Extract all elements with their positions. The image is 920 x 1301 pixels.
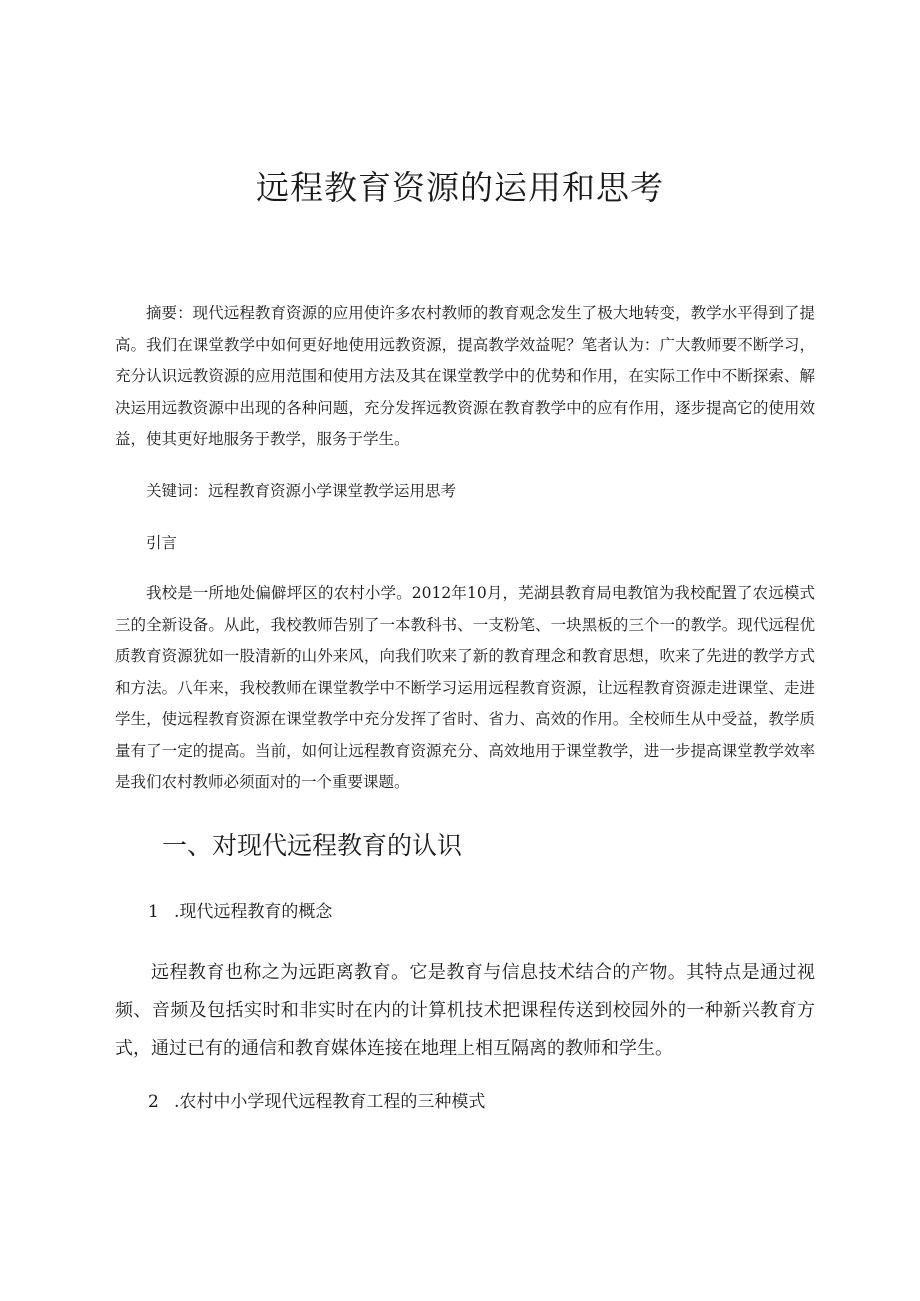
- subsection-number-1: 1: [148, 902, 159, 922]
- abstract-paragraph: 摘要：现代远程教育资源的应用使许多农村教师的教育观念发生了极大地转变，教学水平得到了提高。我们在课堂教学中如何更好地使用远教资源，提高教学效益呢？笔者认为：广大教师要不断学习，充分认识远教资源的应用范围和使用方法及其在课堂教学中的优势和作用，在实际工作中不断探索、解决运用远教资源中出现的各种问题，充分发挥远教资源在教育教学中的应有作用，逐步提高它的使用效益，使其更好地服务于教学，服务于学生。: [115, 304, 815, 448]
- intro-paragraph: 我校是一所地处偏僻坪区的农村小学。2012年10月，芜湖县教育局电教馆为我校配置了农远模式三的全新设备。从此，我校教师告别了一本教科书、一支粉笔、一块黑板的三个一的教学。现代远程优质教育资源犹如一股清新的山外来风，向我们吹来了新的教育理念和教育思想，吹来了先进的教学方式和方法。八年来，我校教师在课堂教学中不断学习运用远程教育资源，让远程教育资源走进课堂、走进学生，使远程教育资源在课堂教学中充分发挥了省时、省力、高效的作用。全校师生从中受益，教学质量有了一定的提高。当前，如何让远程教育资源充分、高效地用于课堂教学，进一步提高课堂教学效率是我们农村教师必须面对的一个重要课题。: [115, 584, 815, 791]
- document-title: 远程教育资源的运用和思考: [256, 168, 664, 207]
- intro-heading: 引言: [146, 534, 178, 552]
- keywords-line: 关键词：远程教育资源小学课堂教学运用思考: [146, 482, 457, 500]
- subsection-label-2: .农村中小学现代远程教育工程的三种模式: [174, 1092, 486, 1112]
- subsection-heading-2: [148, 1088, 485, 1116]
- subsection-number-2: 2: [148, 1092, 159, 1112]
- section-heading-1: 一、对现代远程教育的认识: [162, 831, 463, 860]
- subsection-heading-1: [148, 898, 332, 926]
- subsection-label-1: .现代远程教育的概念: [174, 902, 333, 922]
- subsection-1-paragraph: 远程教育也称之为远距离教育。它是教育与信息技术结合的产物。其特点是通过视频、音频及包括实时和非实时在内的计算机技术把课程传送到校园外的一种新兴教育方式，通过已有的通信和教育媒体连接在地理上相互隔离的教师和学生。: [115, 962, 815, 1059]
